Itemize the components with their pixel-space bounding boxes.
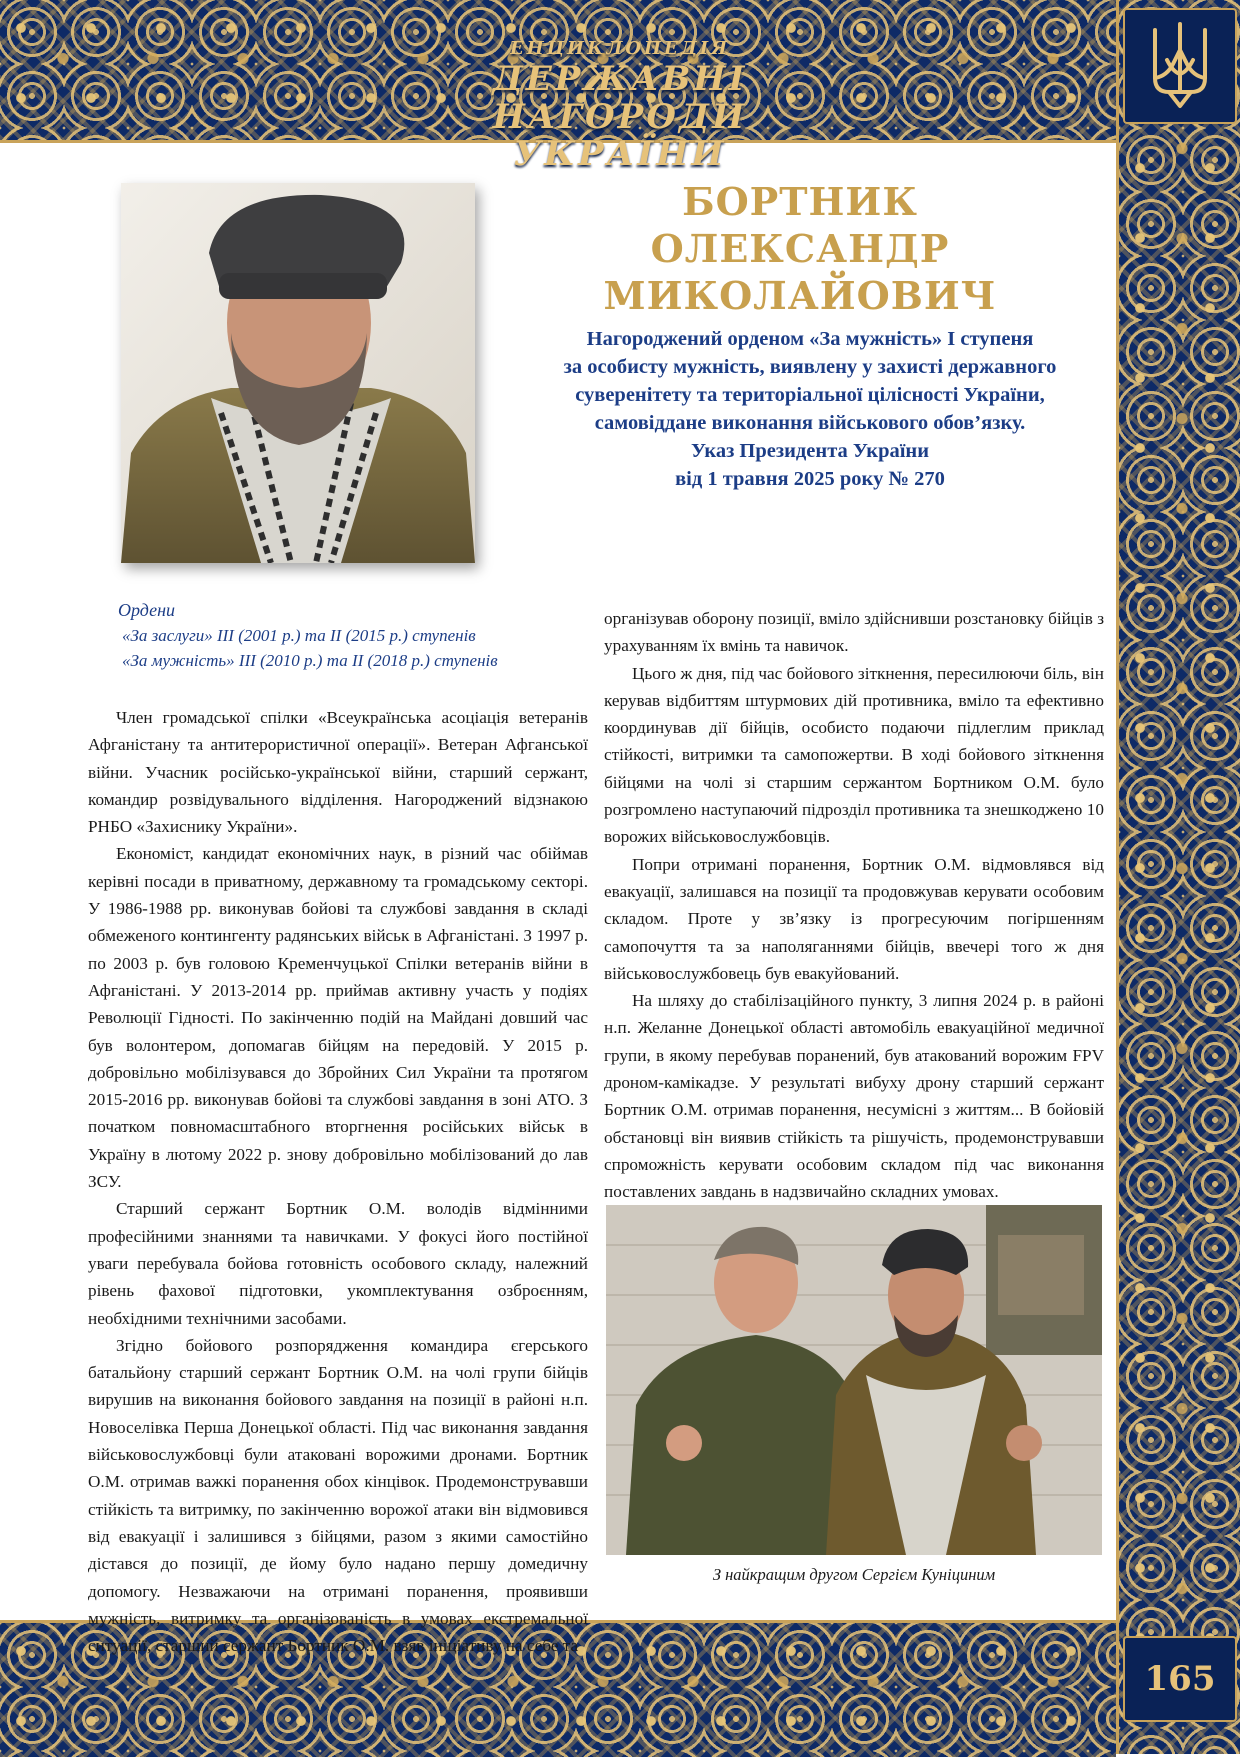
body-column-left <box>88 704 588 1659</box>
emblem-box <box>1123 8 1237 124</box>
trident-icon <box>1149 20 1211 112</box>
paragraph: Економіст, кандидат економічних наук, в різний час обіймав керівні посади в приватному, державному та громадському секторі. У 1986-1988 рр. виконував бойові та службові завдання в складі обмеженого контингенту радянських військ в Афганістані. З 1997 р. по 2003 р. був головою Кременчуцької Спілки ветеранів війни в Афганістані. У 2013-2014 рр. приймав активну участь у подіях Революції Гідності. По закінченню подій на Майдані довший час був волонтером, допомагав бійцям на передовій. У 2015 р. добровільно мобілізувався до Збройних Сил України та протягом 2015-2016 рр. виконував бойові та службові завдання в зоні АТО. З початком повномасштабного вторгнення російських військ в Україну в лютому 2022 р. знову добровільно мобілізований до лав ЗСУ. <box>88 844 588 1192</box>
header-line-3: УКРАЇНИ <box>513 134 727 174</box>
page-number: 165 <box>1144 1659 1216 1699</box>
paragraph: Згідно бойового розпорядження командира єгерського батальйону старший сержант Бортник О.М. на чолі групи бійців вирушив на виконання бойового завдання на позиції в районі н.п. Новоселівка Перша Донецької області. Під час виконання завдання військовослужбовці були атаковані ворожими дронами. Бортник О.М. отримав важкі поранення обох кінцівок. Продемонструвавши стійкість та витримку, по закінченню ворожої атаки він відмовився від евакуації і залишився з бійцями, разом з якими самостійно дістався до позиції, де йому було надано першу домедичну допомогу. Незважаючи на отримані поранення, проявивши мужність, витримку та організованість в умовах екстремальної ситуації, старший сержант Бортник О.М. взяв ініціативу на себе та <box>88 1335 588 1656</box>
encyclopedia-title <box>370 38 870 174</box>
paragraph: Попри отримані поранення, Бортник О.М. відмовлявся від евакуації, залишався на позиції та продовжував керувати особовим складом. Проте у зв’язку із прогресуючим погіршенням самопочуття та за наполяганнями бійців, ввечері того ж дня військовослужбовець був евакуйований. <box>604 854 1104 983</box>
photo-with-friend <box>606 1205 1102 1555</box>
award-line: самовіддане виконання військового обов’язку. <box>594 412 1026 434</box>
photo-caption: З найкращим другом Сергієм Куніциним <box>712 1565 996 1584</box>
award-line: Указ Президента України <box>690 440 930 462</box>
first-name: ОЛЕКСАНДР <box>650 226 950 271</box>
paragraph: Член громадської спілки «Всеукраїнська асоціація ветеранів Афганістану та антитерористичної операції». Ветеран Афганської війни. Учасник російсько-української війни, старший сержант, командир розвідувального відділення. Нагороджений відзнакою РНБО «Захиснику України». <box>88 708 588 837</box>
right-ornament <box>1116 0 1240 1754</box>
header-line-2: ДЕРЖАВНІ НАГОРОДИ <box>492 59 748 137</box>
award-line: за особисту мужність, виявлену у захисті державного <box>563 356 1057 378</box>
orders-heading: Ордени <box>118 600 176 620</box>
body-column-right <box>604 605 1104 1206</box>
orders-list <box>118 598 588 673</box>
page-number-box <box>1123 1636 1237 1722</box>
award-description <box>540 325 1080 493</box>
patronymic: МИКОЛАЙОВИЧ <box>603 273 997 318</box>
header-line-1: ЕНЦИКЛОПЕДІЯ <box>509 38 731 59</box>
paragraph: Цього ж дня, під час бойового зіткнення, пересилюючи біль, він керував відбиттям штурмових дій противника, вміло та ефективно координував дії бійців, особисто подаючи підлеглим приклад стійкості, витримки та самопожертви. В ході бойового зіткнення бійцями на чолі зі старшим сержантом Бортником О.М. було розгромлено наступаючий підрозділ противника та знешкоджено 10 ворожих військовослужбовців. <box>604 663 1104 847</box>
recipient-name <box>560 178 1040 319</box>
order-item: «За заслуги» ІІІ (2001 р.) та ІІ (2015 р.) ступенів <box>122 626 476 645</box>
paragraph: На шляху до стабілізаційного пункту, 3 липня 2024 р. в районі н.п. Желанне Донецької області автомобіль евакуаційної медичної групи, в якому перебував поранений, був атакований ворожим FPV дроном-камікадзе. У результаті вибуху дрону старший сержант Бортник О.М. отримав поранення, несумісні з життям... В бойовій обстановці він виявив стійкість та рішучість, продемонструвавши спроможність керувати особовим складом під час виконання поставлених завдань в надзвичайно складних умовах. <box>604 991 1104 1202</box>
surname: БОРТНИК <box>682 179 918 224</box>
order-item: «За мужність» ІІІ (2010 р.) та ІІ (2018 р.) ступенів <box>122 651 498 670</box>
paragraph: організував оборону позиції, вміло здійснивши розстановку бійців з урахуванням їх вмінь та навичок. <box>604 609 1104 656</box>
award-line: суверенітету та територіальної цілісності України, <box>575 384 1045 406</box>
award-line: Нагороджений орденом «За мужність» І ступеня <box>586 328 1034 350</box>
portrait-photo <box>121 183 475 563</box>
award-line: від 1 травня 2025 року № 270 <box>675 468 945 490</box>
paragraph: Старший сержант Бортник О.М. володів відмінними професійними знаннями та навичками. У фокусі його постійної уваги перебувала бойова готовність особового складу, належний рівень фахової підготовки, укомплектування озброєнням, необхідними технічними засобами. <box>88 1199 588 1328</box>
